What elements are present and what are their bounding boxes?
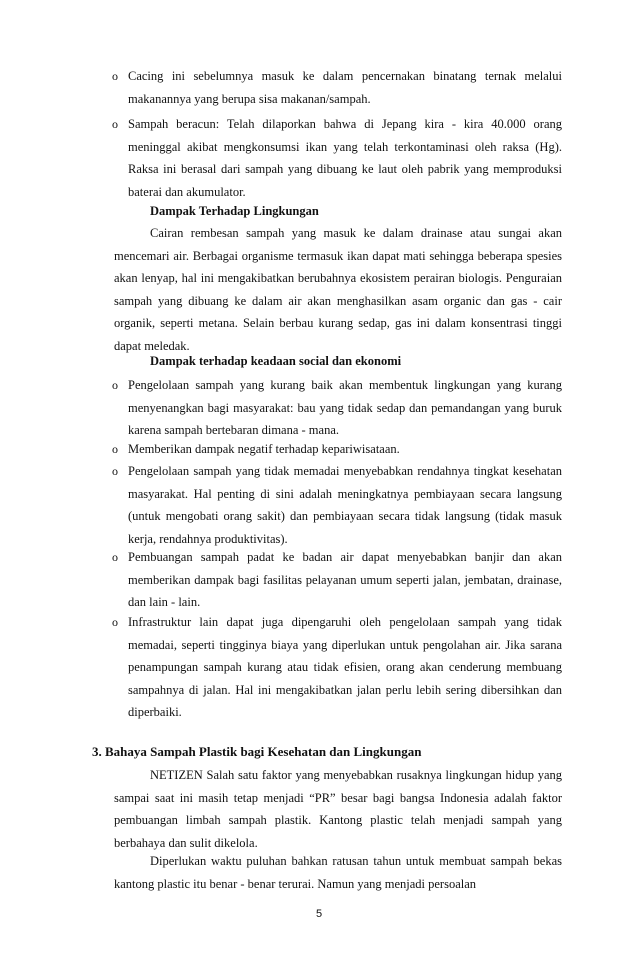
bullet-icon: o — [112, 615, 118, 629]
paragraph-section3-2: Diperlukan waktu puluhan bahkan ratusan tahun untuk membuat sampah bekas kantong plastic itu benar - benar terurai. Namun yang menjadi persoalan — [114, 854, 562, 891]
list-item — [114, 438, 562, 461]
list-item — [114, 113, 562, 203]
bullet-icon: o — [112, 464, 118, 478]
bullet-icon: o — [112, 550, 118, 564]
list-item — [114, 546, 562, 614]
list-item — [114, 65, 562, 110]
list-item — [114, 374, 562, 442]
paragraph-lingkungan: Cairan rembesan sampah yang masuk ke dalam drainase atau sungai akan mencemari air. Berbagai organisme termasuk ikan dapat mati sehingga beberapa spesies akan lenyap, hal ini mengakibatkan berubahnya ekosistem perairan biologis. Penguraian sampah yang dibuang ke dalam air akan menghasilkan asam organic dan gas - cair organik, seperti metana. Selain berbau kurang sedap, gas ini dalam konsentrasi tinggi dapat meledak. — [114, 226, 562, 353]
paragraph-section3-1: NETIZEN Salah satu faktor yang menyebabkan rusaknya lingkungan hidup yang sampai saat ini masih tetap menjadi “PR” besar bagi bangsa Indonesia adalah faktor pembuangan limbah sampah plastik. Kantong plastic telah menjadi sampah yang berbahaya dan sulit dikelola. — [114, 768, 562, 850]
section-title: 3. Bahaya Sampah Plastik bagi Kesehatan dan Lingkungan — [92, 744, 422, 759]
list-item-text: Sampah beracun: Telah dilaporkan bahwa di Jepang kira - kira 40.000 orang meninggal akibat mengkonsumsi ikan yang telah terkontaminasi oleh raksa (Hg). Raksa ini berasal dari sampah yang dibuang ke laut oleh pabrik yang memproduksi baterai dan akumulator. — [128, 117, 562, 199]
list-item-text: Pembuangan sampah padat ke badan air dapat menyebabkan banjir dan akan memberikan dampak bagi fasilitas pelayanan umum seperti jalan, jembatan, drainase, dan lain - lain. — [128, 550, 562, 610]
list-item — [114, 460, 562, 550]
list-item-text: Pengelolaan sampah yang tidak memadai menyebabkan rendahnya tingkat kesehatan masyarakat. Hal penting di sini adalah meningkatnya pembiayaan secara langsung (untuk mengobati orang sakit) dan pembiayaan secara tidak langsung (tidak masuk kerja, rendahnya produktivitas). — [128, 464, 562, 546]
subheading-lingkungan: Dampak Terhadap Lingkungan — [150, 204, 319, 218]
bullet-icon: o — [112, 378, 118, 392]
list-item — [114, 611, 562, 724]
list-item-text: Pengelolaan sampah yang kurang baik akan membentuk lingkungan yang kurang menyenangkan bagi masyarakat: bau yang tidak sedap dan pemandangan yang buruk karena sampah bertebaran dimana - mana. — [128, 378, 562, 438]
list-item-text: Cacing ini sebelumnya masuk ke dalam pencernakan binatang ternak melalui makanannya yang berupa sisa makanan/sampah. — [128, 69, 562, 106]
subheading-sosial: Dampak terhadap keadaan social dan ekonomi — [150, 354, 402, 368]
bullet-icon: o — [112, 442, 118, 456]
page-number: 5 — [315, 908, 323, 920]
bullet-icon: o — [112, 117, 118, 131]
bullet-icon: o — [112, 69, 118, 83]
list-item-text: Memberikan dampak negatif terhadap kepariwisataan. — [128, 442, 400, 456]
list-item-text: Infrastruktur lain dapat juga dipengaruhi oleh pengelolaan sampah yang tidak memadai, seperti tingginya biaya yang diperlukan untuk pengolahan air. Jika sarana penampungan sampah kurang atau tidak efisien, orang akan cenderung membuang sampahnya di jalan. Hal ini mengakibatkan jalan perlu lebih sering dibersihkan dan diperbaiki. — [128, 615, 562, 720]
